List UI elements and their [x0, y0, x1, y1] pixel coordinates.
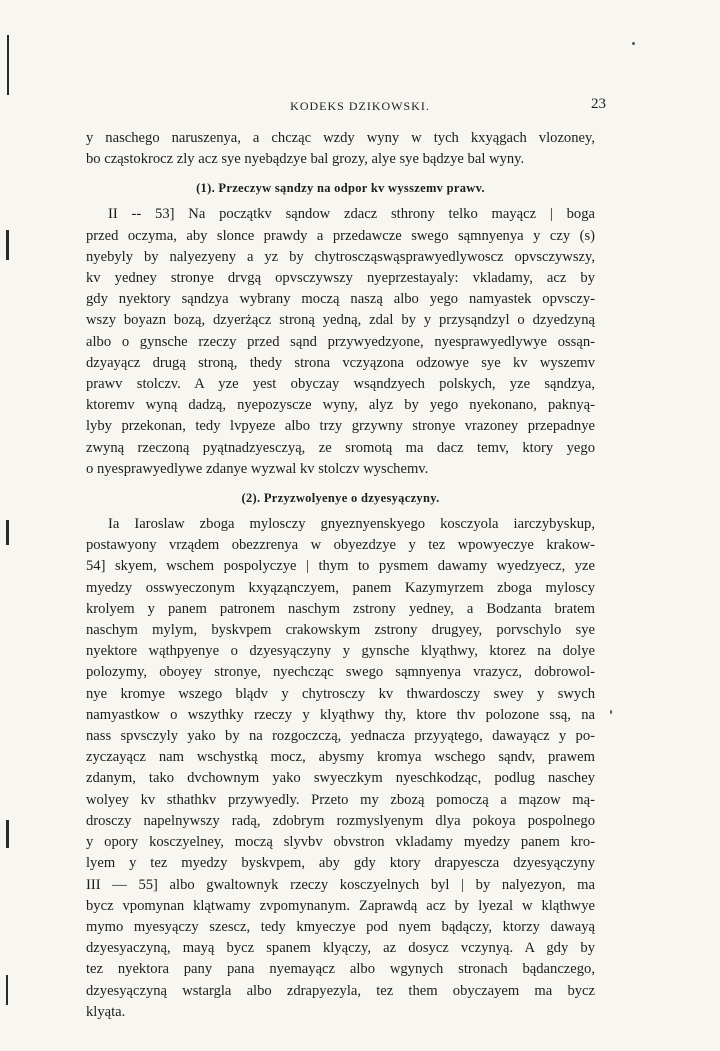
text-line: naschym mylym, byskvpem crakowskym zstrony drugyey, porvschylo sye [86, 622, 595, 639]
text-line: III — 55] albo gwaltownyk rzeczy kosczyelnych byl | by nalyezyon, ma [86, 876, 595, 893]
text-line: przed oczyma, aby slonce prawdy a przedawcze swego sąmnyenya y czy (s) [86, 227, 595, 244]
scan-speck [610, 710, 612, 714]
section-heading: (2). Przyzwolyenye o dzyesyączyny. [241, 491, 440, 506]
text-line: zyczayącz nam wschystką mocz, abysmy kromya wschego sąndv, prawem [86, 749, 595, 766]
binding-edge-mark [6, 975, 8, 1005]
text-line: lyem y tez myedzy byskvpem, aby gdy ktory drapyescza dzyesyączyny [86, 855, 595, 872]
page-header [120, 96, 606, 114]
text-line: gdy nyektory sąndzya wybrany moczą naszą albo yego namyastek opvsczy- [86, 291, 595, 308]
binding-edge-mark [6, 520, 9, 545]
scan-speck [632, 42, 635, 45]
text-line: krolyem y panem patronem naschym zstrony yedney, a Bodzanta bratem [86, 600, 595, 617]
text-line: y naschego naruszenya, a chcząc wzdy wyny w tych kxyągach vlozoney, [86, 130, 595, 146]
text-line: dzyesyaczyną, mayą bycz spanem klyączy, az dosycz vczynyą. A gdy by [86, 940, 595, 957]
text-line: nye kromye wszego blądv y chytrosczy kv thwardosczy swey y swych [86, 685, 595, 702]
text-line: dzyayącz drugą stroną, thedy strona vczyązona odzowye sye kv wyszemv [86, 354, 595, 371]
text-line: albo o gynsche rzeczy przed sąnd przywyedzyone, nyesprawyedlywye ossąn- [86, 333, 595, 350]
page-number: 23 [591, 96, 606, 112]
text-line: y opory kosczyelney, moczą slyvbv obvstron vkladamy myedzy panem kro- [86, 834, 595, 851]
text-line: o nyesprawyedlywe zdanye wyzwal kv stolczv wyschemv. [86, 460, 429, 477]
text-line: 54] skyem, wschem pospolyczye | thym to pysmem dawamy wyedzyecz, yze [86, 558, 595, 575]
text-line: zwyną rzeczoną pyątnadzyesczyą, ze sromotą ma dacz temv, ktory yego [86, 439, 595, 456]
text-line: II -- 53] Na początkv sąndow zdacz sthrony telko mayącz | boga [108, 206, 595, 223]
text-line: nyebyly by nalyezyeny a yz by chytroscząswąsprawyedlywoscz opvsczywszy, [86, 248, 595, 265]
text-line: mymo myesyączy szescz, tedy kmyeczye pod nyem bądączy, ktorzy dawayą [86, 918, 595, 935]
text-line: nass spvsczyly yako by na rozgoczczą, yednacza przyyątego, dawayącz y po- [86, 728, 595, 745]
binding-edge-mark [6, 820, 9, 848]
binding-edge-mark [6, 230, 9, 260]
text-line: zdanym, tako dvchownym yako swyeczkym nyeschkodząc, podlug naschey [86, 770, 595, 787]
text-line: wolyey kv sthathkv przywyedly. Przeto my zbozą pomoczą a mązow mą- [86, 791, 595, 808]
text-line: dzyesyączyną wstargla albo zdrapyezyla, tez them obyczayem ma bycz [86, 982, 595, 999]
text-line: bycz vpomynan klątwamy zvpomynanym. Zaprawdą acz by lyezal w kląthwye [86, 897, 595, 914]
running-head: KODEKS DZIKOWSKI. [290, 99, 430, 113]
text-line: bo cząstokrocz zly acz sye nyebądzye bal grozy, alye sye bądzye bal wyny. [86, 151, 525, 168]
page-body [86, 128, 595, 1023]
text-line: polozymy, oboyey stronye, nyechcząc swego sąmnyenya vrazycz, dobrowol- [86, 664, 595, 681]
text-line: kv yedney stronye drvgą opvsczywszy nyeprzestayaly: vkladamy, acz by [86, 270, 595, 287]
text-line: drosczy napelnywszy radą, zdobrym rozmyslyenym dlya pokoya pospolnego [86, 812, 595, 829]
text-line: prawv stolczv. A yze yest obyczay wsąndzyech polskych, yze sąndzya, [86, 376, 595, 393]
binding-edge-mark [7, 35, 9, 95]
text-line: nyektore wąthpyenye o dzyesyączyny y gynsche klyąthwy, ktorez na dolye [86, 643, 595, 660]
text-line: klyąta. [86, 1003, 126, 1020]
text-line: wszy boyazn bozą, dzyerżącz stroną yedną, zdal by y przysąndzyl o dzyedzyną [86, 312, 595, 329]
text-line: myedzy osswyeczonym kxyąząnczyem, panem Kazymyrzem zboga myloscy [86, 579, 595, 596]
section-heading: (1). Przeczyw sąndzy na odpor kv wysszemv prawv. [196, 181, 485, 196]
text-line: namyastkow o wszythky rzeczy y klyąthwy thy, ktore thv polozone ssą, na [86, 706, 595, 723]
text-line: lyby przekonan, tedy lvpyeze albo trzy grzywny stronye vrazoney przepadnye [86, 418, 595, 435]
text-line: postawyony vrządem obezzrenya w obyezdzye y tez wpowyeczye krakow- [86, 537, 595, 554]
text-line: tez nyektora pany pana nyemayącz albo wgynych stronach bądanczego, [86, 961, 595, 978]
text-line: Ia Iaroslaw zboga mylosczy gnyeznyenskyego kosczyola iarczybyskup, [108, 516, 595, 533]
text-line: ktoremv wyną dadzą, nyepozyscze wyny, alyz by yego nyekonano, paknyą- [86, 397, 595, 414]
